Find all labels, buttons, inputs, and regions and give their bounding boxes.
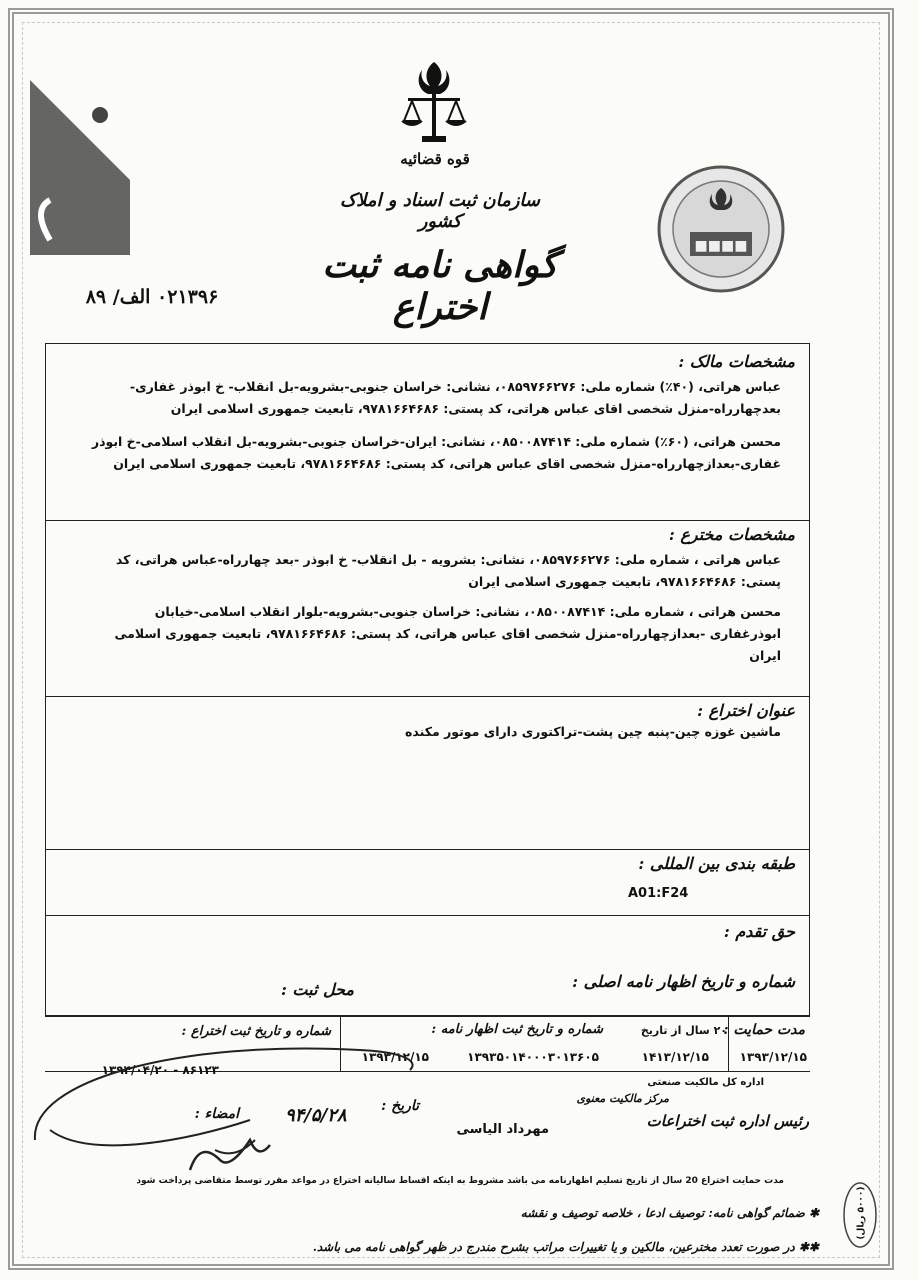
registration-value: ۸۶۱۲۳ - ۱۳۹۴/۰۴/۲۰: [101, 1063, 219, 1077]
note-2-text: در صورت تعدد مخترعین، مالکین و یا تغییرات مراتب بشرح مندرج در ظهر گواهی نامه می باشد.: [312, 1240, 795, 1254]
term-start-date: ۱۳۹۳/۱۲/۱۵: [739, 1050, 807, 1064]
registration-section: [45, 916, 810, 1016]
inventor-2-text: محسن هراتی ، شماره ملی: ۰۸۵۰۰۸۷۴۱۴، نشانی: خراسان جنوبی-بشرویه-بلوار انقلاب اسلامی-خیابان ابوذرغفاری -بعدازچهارراه-منزل شخصی اقای عباس هراتی، کد پستی: ۹۷۸۱۶۶۴۶۸۶، تابعیت جمهوری اسلامی ایران: [114, 604, 781, 663]
declaration-number: ۱۳۹۳۵۰۱۴۰۰۰۳۰۱۳۶۰۵: [467, 1050, 599, 1064]
owner-1-text: عباس هراتی، (۴۰٪) شماره ملی: ۰۸۵۹۷۶۶۲۷۶، نشانی: خراسان جنوبی-بشرویه-بل انقلاب- خ ابوذر غفاری- بعدچهارراه-منزل شخصی اقای عباس هراتی، کد پستی: ۹۷۸۱۶۶۴۶۸۶، تابعیت جمهوری اسلامی ایران: [129, 379, 781, 416]
inventor-1-text: عباس هراتی ، شماره ملی: ۰۸۵۹۷۶۶۲۷۶، نشانی: بشرویه - بل انقلاب- خ ابوذر -بعد چهارراه-عباس هراتی، کد پستی: ۹۷۸۱۶۶۴۶۸۶، تابعیت جمهوری اسلامی ایران: [115, 552, 781, 589]
registration-label: شماره و تاریخ ثبت اختراع :: [181, 1024, 331, 1039]
judiciary-emblem-icon: [398, 58, 470, 148]
term-end-date: ۱۴۱۳/۱۲/۱۵: [641, 1050, 709, 1064]
signer-name: مهرداد الیاسی: [456, 1122, 549, 1137]
invention-title-section: [45, 697, 810, 850]
original-declaration-label: شماره و تاریخ اظهار نامه اصلی :: [572, 972, 795, 991]
corner-stamp-icon: [30, 70, 140, 260]
organization-name: سازمان ثبت اسناد و املاک کشور: [340, 190, 540, 232]
handwritten-date: ۹۴/۵/۲۸: [285, 1105, 347, 1126]
svg-text:■■■■: ■■■■: [694, 238, 748, 254]
note-1-text: ضمائم گواهی نامه: توصیف ادعا ، خلاصه توصیف و نقشه: [520, 1206, 805, 1220]
certificate-title: گواهی نامه ثبت اختراع: [322, 244, 558, 328]
classification-label: طبقه بندی بین المللی :: [638, 854, 795, 873]
invention-title-label: عنوان اختراع :: [697, 701, 795, 720]
invention-title-value: ماشین غوزه چین-پنبه چین پشت-تراکتوری دارای موتور مکنده: [405, 724, 781, 739]
office-line-2: مرکز مالکیت معنوی: [576, 1092, 669, 1105]
note-1: [521, 1206, 819, 1220]
protection-term-value: ۲۰ سال از تاریخ: [640, 1024, 727, 1037]
note-2: [313, 1240, 819, 1254]
date-label: تاریخ :: [381, 1098, 419, 1114]
serial-number: ۰۲۱۳۹۶ الف/ ۸۹: [85, 286, 219, 308]
registration-place-label: محل ثبت :: [280, 980, 354, 999]
protection-term-label: مدت حمایت :: [723, 1022, 805, 1038]
priority-label: حق تقدم :: [723, 922, 795, 941]
declaration-date: ۱۳۹۳/۱۲/۱۵: [361, 1050, 429, 1064]
bullet-icon: ✱: [804, 1206, 819, 1220]
owner-label: مشخصات مالک :: [678, 352, 795, 371]
fee-stamp-text: (۵۰۰۰ ریال): [856, 1186, 867, 1240]
footnote-text: مدت حمایت اختراع 20 سال از تاریخ تسلیم اظهارنامه می باشد مشروط به اینکه اقساط سالیانه اختراع در مواعد مقرر توسط متقاضی پرداخت شود: [136, 1176, 784, 1186]
protection-top-line: [45, 1016, 810, 1017]
classification-value: A01:F24: [628, 886, 689, 901]
declaration-label: شماره و تاریخ ثبت اظهار نامه :: [431, 1022, 603, 1037]
bullet-icon: ✱✱: [794, 1240, 819, 1254]
inventor-label: مشخصات مخترع :: [668, 525, 795, 544]
inventor-section: [45, 521, 810, 697]
owner-section: [45, 343, 810, 521]
classification-section: [45, 850, 810, 916]
judiciary-name: قوه قضائیه: [400, 150, 470, 168]
official-seal-icon: [652, 160, 790, 298]
signature-label: امضاء :: [194, 1106, 239, 1122]
handwritten-signature-icon: [30, 1020, 430, 1190]
owner-2-text: محسن هراتی، (۶۰٪) شماره ملی: ۰۸۵۰۰۸۷۴۱۴، نشانی: ایران-خراسان جنوبی-بشرویه-بل انقلاب اسلامی-خ ابوذر غفاری-بعدازچهارراه-منزل شخصی اقای عباس هراتی، کد پستی: ۹۷۸۱۶۶۴۶۸۶، تابعیت جمهوری اسلامی ایران: [91, 434, 781, 471]
office-line-1: اداره کل مالکیت صنعتی: [647, 1077, 764, 1088]
office-title: رئیس اداره ثبت اختراعات: [646, 1112, 809, 1130]
